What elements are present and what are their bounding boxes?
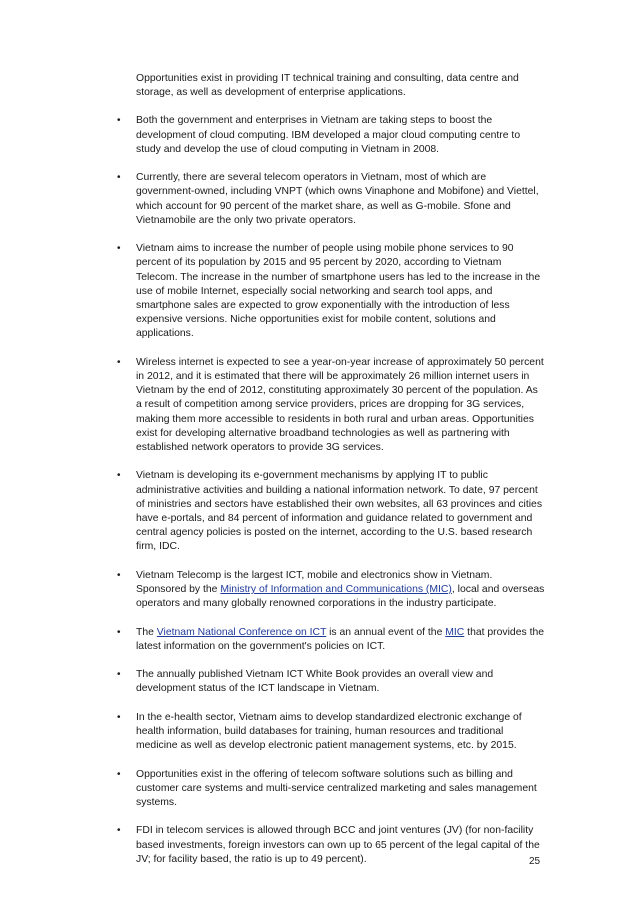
page-content (115, 72, 545, 881)
list-item-wireless-internet (115, 356, 545, 455)
list-item-fdi-telecom (115, 824, 545, 867)
intro-paragraph: Opportunities exist in providing IT technical training and consulting, data centre and storage, as well as development of enterprise applications. (136, 73, 519, 99)
bullet-icon: • (117, 711, 121, 723)
bullet-icon: • (117, 669, 121, 681)
list-item-ict-conference (115, 626, 545, 654)
list-item-white-book (115, 668, 545, 696)
text-segment: , local and overseas operators and many globally renowned corporations in the industry participate. (136, 584, 545, 610)
bullet-icon: • (117, 243, 121, 255)
text-segment: is an annual event of the (326, 626, 446, 638)
text-segment: that provides the latest information on the government's policies on ICT. (136, 626, 545, 652)
bullet-icon: • (117, 172, 121, 184)
ict-conference-link[interactable]: Vietnam National Conference on ICT (156, 626, 327, 638)
list-item-text: Vietnam aims to increase the number of people using mobile phone services to 90 percent of its population by 2015 and 95 percent by 2020, according to Vietnam Telecom. The increase in the number of smartphone users has led to the increase in the use of mobile Internet, especially social networking and search tool apps, and smartphone sales are expected to grow exponentially with the introduction of less expensive versions. Niche opportunities exist for mobile content, solutions and applications. (136, 243, 541, 340)
list-item-text (136, 627, 544, 652)
list-item-telecom-software (115, 768, 545, 811)
list-item-text: In the e-health sector, Vietnam aims to develop standardized electronic exchange of health information, build databases for training, human resources and traditional medicine as well as develop electronic patient management systems, etc. by 2015. (136, 711, 522, 752)
bullet-icon: • (117, 470, 121, 482)
page-number: 25 (529, 856, 541, 867)
list-item-text: Vietnam is developing its e-government mechanisms by applying IT to public administrative activities and building a national information network. To date, 97 percent of ministries and sectors have established their own websites, all 63 provinces and cities have e-portals, and 84 percent of information and guidance related to government and central agency policies is posted on the internet, according to the U.S. based research firm, IDC. (136, 470, 543, 553)
list-item-e-health (115, 711, 545, 754)
mic-link[interactable]: MIC (445, 626, 465, 638)
bullet-icon: • (117, 356, 121, 368)
list-item-e-government (115, 469, 545, 554)
bullet-icon: • (117, 626, 121, 638)
text-segment: The (136, 626, 157, 638)
list-item-telecomp-show (115, 569, 545, 612)
list-item-text (136, 570, 544, 609)
bullet-icon: • (117, 768, 121, 780)
list-item-telecom-operators (115, 171, 545, 228)
text-segment: Vietnam Telecomp is the largest ICT, mobile and electronics show in Vietnam. Sponsored by the (136, 569, 493, 596)
list-item-text: Currently, there are several telecom operators in Vietnam, most of which are government-owned, including VNPT (which owns Vinaphone and Mobifone) and Viettel, which account for 90 percent of the market share, as well as G-mobile. Sfone and Vietnamobile are the only two private operators. (136, 172, 539, 226)
list-item-text: Wireless internet is expected to see a year-on-year increase of approximately 50 percent in 2012, and it is estimated that there will be approximately 26 million internet users in Vietnam by the end of 2012, constituting approximately 30 percent of the population. As a result of competition among service providers, prices are dropping for 3G services, making them more accessible to residents in both rural and urban areas. Opportunities exist for developing alternative broadband technologies as well as partnering with established network operators to provide 3G services. (136, 356, 544, 454)
mic-ministry-link[interactable]: Ministry of Information and Communications (MIC) (220, 584, 452, 596)
list-item-text: Opportunities exist in the offering of telecom software solutions such as billing and customer care systems and multi-service centralized marketing and sales management systems. (136, 768, 537, 809)
list-item-cloud-computing (115, 114, 545, 157)
list-item-mobile-services (115, 242, 545, 341)
list-item-text: The annually published Vietnam ICT White Book provides an overall view and development status of the ICT landscape in Vietnam. (136, 669, 494, 695)
bullet-icon: • (117, 115, 121, 127)
list-item-text: FDI in telecom services is allowed through BCC and joint ventures (JV) (for non-facility based investments, foreign investors can own up to 65 percent of the legal capital of the JV; for facility based, the ratio is up to 49 percent). (136, 825, 540, 865)
list-item-text: Both the government and enterprises in Vietnam are taking steps to boost the development of cloud computing. IBM developed a major cloud computing centre to study and develop the use of cloud computing in Vietnam in 2008. (136, 115, 521, 155)
bullet-icon: • (117, 825, 121, 837)
bullet-icon: • (117, 569, 121, 581)
bullet-list (115, 114, 545, 867)
